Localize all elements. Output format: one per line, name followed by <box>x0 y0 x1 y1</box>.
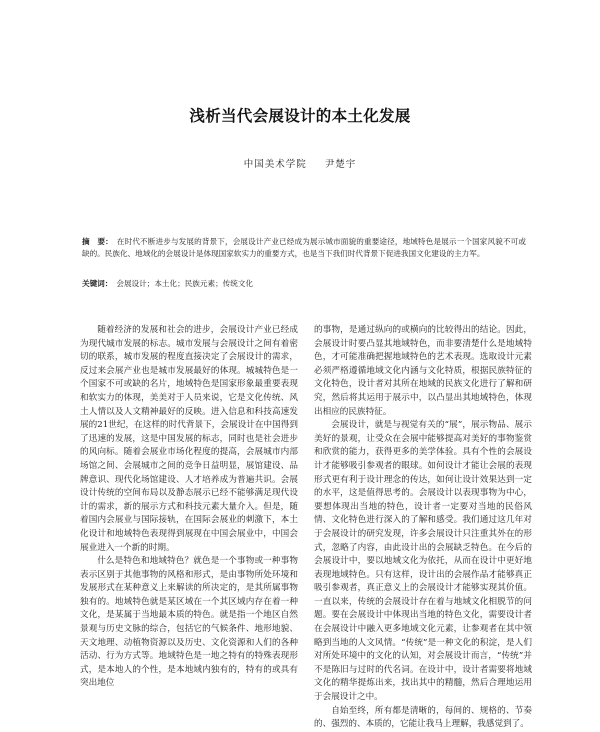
author-name: 尹楚宇 <box>324 159 357 170</box>
paragraph: 什么是特色和地域特色？就色是一个事物或一种事物表示区别于其他事物的风格和形式，是由事物所处环境和发展形式在某种意义上来解读的所决定的，是其所属事物独有的。地域特色就是某区域在一个其区域内存在着一种文化，是某属于当地最本质的特色。就是指一个地区自然景观与历史文脉的综合，包括它的气候条件、地形地貌、天文地理、动植物资源以及历史、文化资源和人们的各种活动、行为方式等。地域特色是一地之特有的特殊表现形式，是本地人的个性，是本地域内独有的，特有的或具有突出地位 <box>80 556 298 689</box>
body-column-right <box>314 324 532 730</box>
keywords-label: 关键词： <box>82 279 113 288</box>
paper-title: 浅析当代会展设计的本土化发展 <box>189 107 411 125</box>
abstract-text: 在时代不断进步与发展的背景下，会展设计产业已经成为展示城市面貌的重要途径，地域特色是展示一个国家风貌不可或缺的。民族化、地域化的会展设计是体现国家软实力的重要方式，也是当下我们时代背景下促进我国文化建设的主力军。 <box>82 237 526 258</box>
abstract-label: 摘 要： <box>82 237 113 246</box>
paragraph: 的事物，是通过纵向的或横向的比较得出的结论。因此，会展设计时要凸显其地域特色，而非要清楚什么是地域特色，才可能准确把握地域特色的艺术表现。选取设计元素必须严格遵循地域文化内涵与文化特质，根据民族特征的文化特色，设计者对其所在地域的民族文化进行了解和研究，然后将其运用于展示中，以凸显出其地域特色，体现出相应的民族特征。 <box>314 325 532 417</box>
body-column-left <box>80 324 298 710</box>
paragraph: 自始至终，所有都是清晰的，每间的、规格的、节奏的、强烈的、本质的，它能让我马上理解，我感觉到了。 <box>314 705 532 730</box>
keywords-text: 会展设计；本土化；民族元素；传统文化 <box>116 279 254 288</box>
keywords <box>82 278 526 289</box>
paragraph: 随着经济的发展和社会的进步，会展设计产业已经成为现代城市发展的标志。城市发展与会展设计之间有着密切的联系，城市发展的程度直接决定了会展设计的需求，反过来会展产业也是城市发展最好的体现。城城特色是一个国家不可或缺的名片，地域特色是国家形象最重要表现和软实力的体现，美美对于人员来说，它是文化传统、风土人情以及人文精神最好的反映。进入信息和科技高速发展的21世纪，在这样的时代背景下，会展设计在中国得到了迅速的发展，这是中国发展的标志，同时也是社会进步的风向标。随着会展业市场化程度的提高，会展城市内部场馆之间、会展城市之间的竞争日益明显，展馆建设、品牌意识、现代化场馆建设、人才培养成为普遍共识。会展设计传统的空间布局以及静态展示已经不能够满足现代设计的需求，新的展示方式和科技元素大量介入。但是，随着国内会展业与国际接轨，在国际会展业的刺激下，本土化设计和地域特色表现得到展现在中国会展业中，中国会展业进入一个新的时期。 <box>80 325 298 553</box>
abstract <box>82 236 526 259</box>
byline <box>0 156 600 170</box>
affiliation: 中国美术学院 <box>243 159 307 170</box>
paragraph: 会展设计，就是与视觉有关的“展”，展示物品、展示美好的景观，让受众在会展中能够提高对美好的事物鉴赏和欣赏的能力，获得更多的美学体验。具有个性的会展设计才能够吸引参观者的眼球。如何设计才能让会展的表现形式更有利于设计理念的传达，如何让设计效果达到一定的水平，这是值得思考的。会展设计以表现事物为中心，要想体现出当地的特色，设计者一定要对当地的民俗风情、文化特色进行深入的了解和感受。我们通过这几年对于会展设计的研究发现，许多会展设计只注重其外在的形式，忽略了内容，由此设计出的会展缺乏特色。在今后的会展设计中，要以地域文化为依托，从而在设计中更好地表现地域特色。只有这样，设计出的会展作品才能够真正吸引参观者，真正意义上的会展设计才能够实现其价值。一直以来，传统的会展设计存在着与地域文化相脱节的问题。要在会展设计中体现出当地的特色文化，需要设计者在会展设计中融入更多地域文化元素，让参观者在其中领略到当地的人文风情。“传统”是一种文化的积淀，是人们对所处环境中的文化的认知，对会展设计而言，“传统”并不是陈旧与过时的代名词。在设计中，设计者需要将地域文化的精华提炼出来，找出其中的精髓，然后合理地运用于会展设计之中。 <box>314 420 532 703</box>
